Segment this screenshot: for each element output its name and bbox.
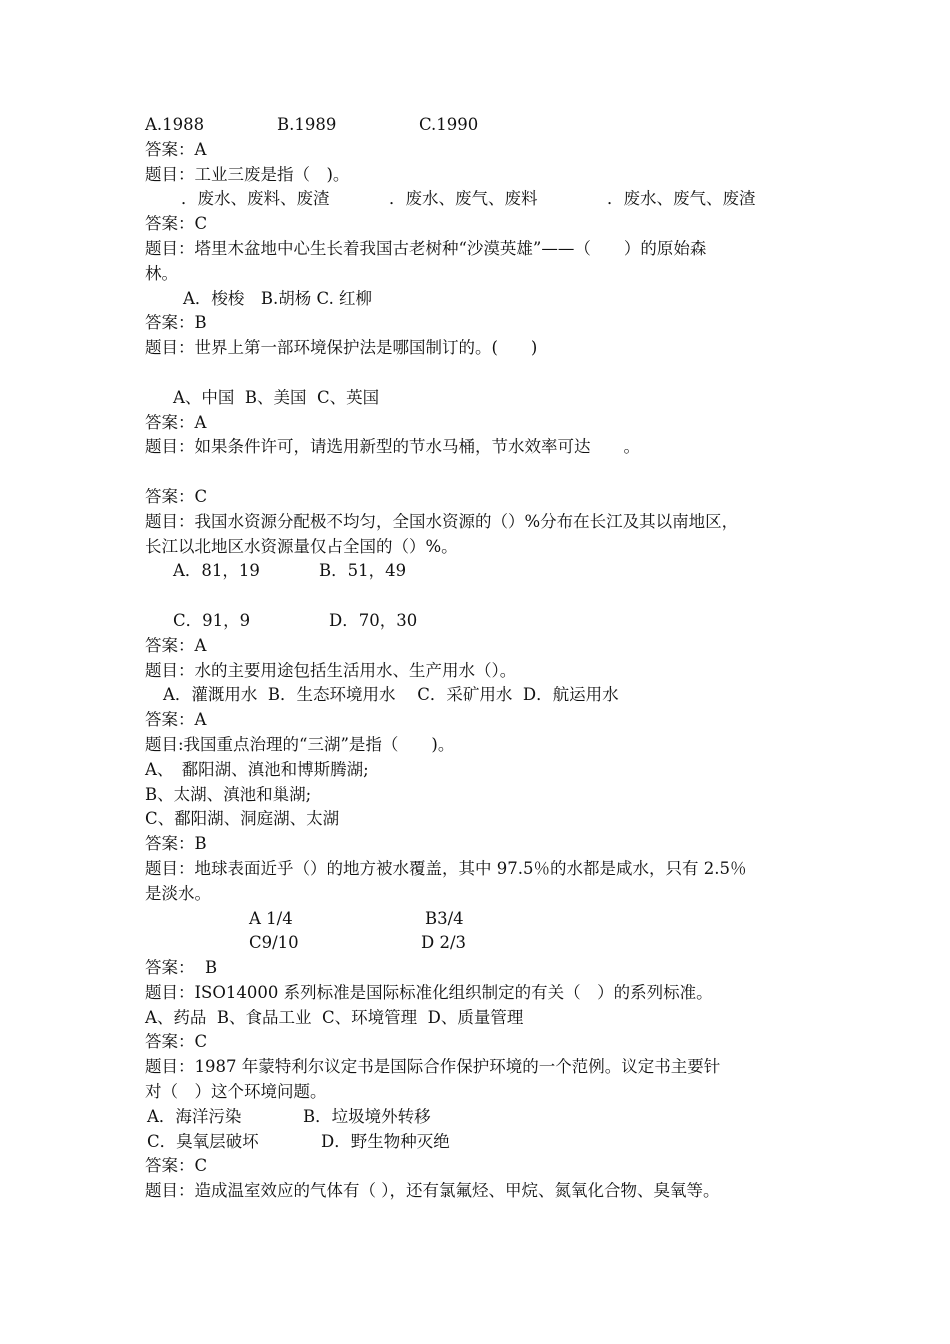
option-d: D．野生物种灭绝: [321, 1131, 450, 1151]
option-c: C．91，9: [173, 610, 251, 630]
option-c: C．臭氧层破坏: [147, 1131, 259, 1151]
option-a: A 1/4: [249, 908, 293, 928]
option-a: A.1988: [145, 115, 205, 134]
question-line: 题目：水的主要用途包括生活用水、生产用水（）。: [145, 660, 517, 680]
options-line: [145, 1105, 825, 1130]
answer-line: 答案：B: [145, 313, 207, 333]
option-line: A、 鄱阳湖、滇池和博斯腾湖;: [145, 759, 369, 779]
options-line: A．灌溉用水 B．生态环境用水 C．采矿用水 D．航运用水: [163, 685, 619, 705]
answer-line: 答案：B: [145, 834, 207, 854]
question-line: 题目：如果条件许可，请选用新型的节水马桶，节水效率可达 。: [145, 437, 640, 457]
question-line-cont: 长江以北地区水资源量仅占全国的（）%。: [145, 536, 458, 556]
options-line: [145, 931, 825, 956]
option-b: B．51，49: [319, 561, 407, 581]
option-d: D 2/3: [421, 933, 467, 953]
option-d: D．70，30: [329, 610, 418, 630]
options-line: [145, 113, 825, 138]
question-line-cont: 对（ ）这个环境问题。: [145, 1082, 327, 1102]
answer-line: 答案：C: [145, 486, 208, 506]
option-c: C.1990: [419, 115, 479, 134]
option-b: B．垃圾境外转移: [303, 1106, 431, 1126]
blank-line: [145, 460, 825, 485]
question-line-cont: 是淡水。: [145, 883, 211, 903]
option-c: C9/10: [249, 933, 299, 953]
option-c: ．废水、废气、废渣: [607, 189, 756, 209]
question-line: 题目：世界上第一部环境保护法是哪国制订的。( ): [145, 338, 538, 358]
option-b: B3/4: [425, 908, 464, 928]
blank-line: [145, 584, 825, 609]
options-line: [145, 559, 825, 584]
question-line: 题目：ISO14000 系列标准是国际标准化组织制定的有关（ ）的系列标准。: [145, 982, 713, 1002]
question-line: 题目：工业三废是指（ )。: [145, 164, 350, 184]
blank-line: [145, 361, 825, 386]
document-page: [145, 113, 825, 1204]
options-line: [145, 1130, 825, 1155]
option-a: A．海洋污染: [147, 1106, 242, 1126]
answer-line: 答案：A: [145, 139, 207, 159]
question-line: 题目：我国水资源分配极不均匀，全国水资源的（）%分布在长江及其以南地区，: [145, 511, 739, 531]
options-line: A．梭梭 B.胡杨 C. 红柳: [183, 288, 373, 308]
question-line: 题目:我国重点治理的“三湖”是指（ )。: [145, 734, 455, 754]
answer-line: 答案：A: [145, 710, 207, 730]
options-line: A、中国 B、美国 C、英国: [173, 387, 380, 407]
option-b: B.1989: [277, 115, 337, 134]
options-line: [145, 187, 825, 212]
option-b: ．废水、废气、废料: [389, 189, 538, 209]
question-line: 题目：造成温室效应的气体有（ ），还有氯氟烃、甲烷、氮氧化合物、臭氧等。: [145, 1181, 720, 1201]
answer-line: 答案： B: [145, 958, 218, 978]
answer-line: 答案：A: [145, 635, 207, 655]
option-line: C、鄱阳湖、洞庭湖、太湖: [145, 809, 340, 829]
question-line-cont: 林。: [145, 263, 178, 283]
answer-line: 答案：C: [145, 1032, 208, 1052]
question-line: 题目：地球表面近乎（）的地方被水覆盖，其中 97.5％的水都是咸水，只有 2.5％: [145, 858, 747, 878]
answer-line: 答案：C: [145, 214, 208, 234]
answer-line: 答案：A: [145, 412, 207, 432]
question-line: 题目：塔里木盆地中心生长着我国古老树种“沙漠英雄”——（ ）的原始森: [145, 238, 707, 258]
options-line: A、药品 B、食品工业 C、环境管理 D、质量管理: [145, 1007, 524, 1027]
options-line: [145, 609, 825, 634]
option-line: B、太湖、滇池和巢湖;: [145, 784, 312, 804]
answer-line: 答案：C: [145, 1156, 208, 1176]
option-a: ．废水、废料、废渣: [181, 189, 330, 209]
question-line: 题目：1987 年蒙特利尔议定书是国际合作保护环境的一个范例。议定书主要针: [145, 1057, 721, 1077]
options-line: [145, 907, 825, 932]
option-a: A．81，19: [173, 561, 260, 581]
